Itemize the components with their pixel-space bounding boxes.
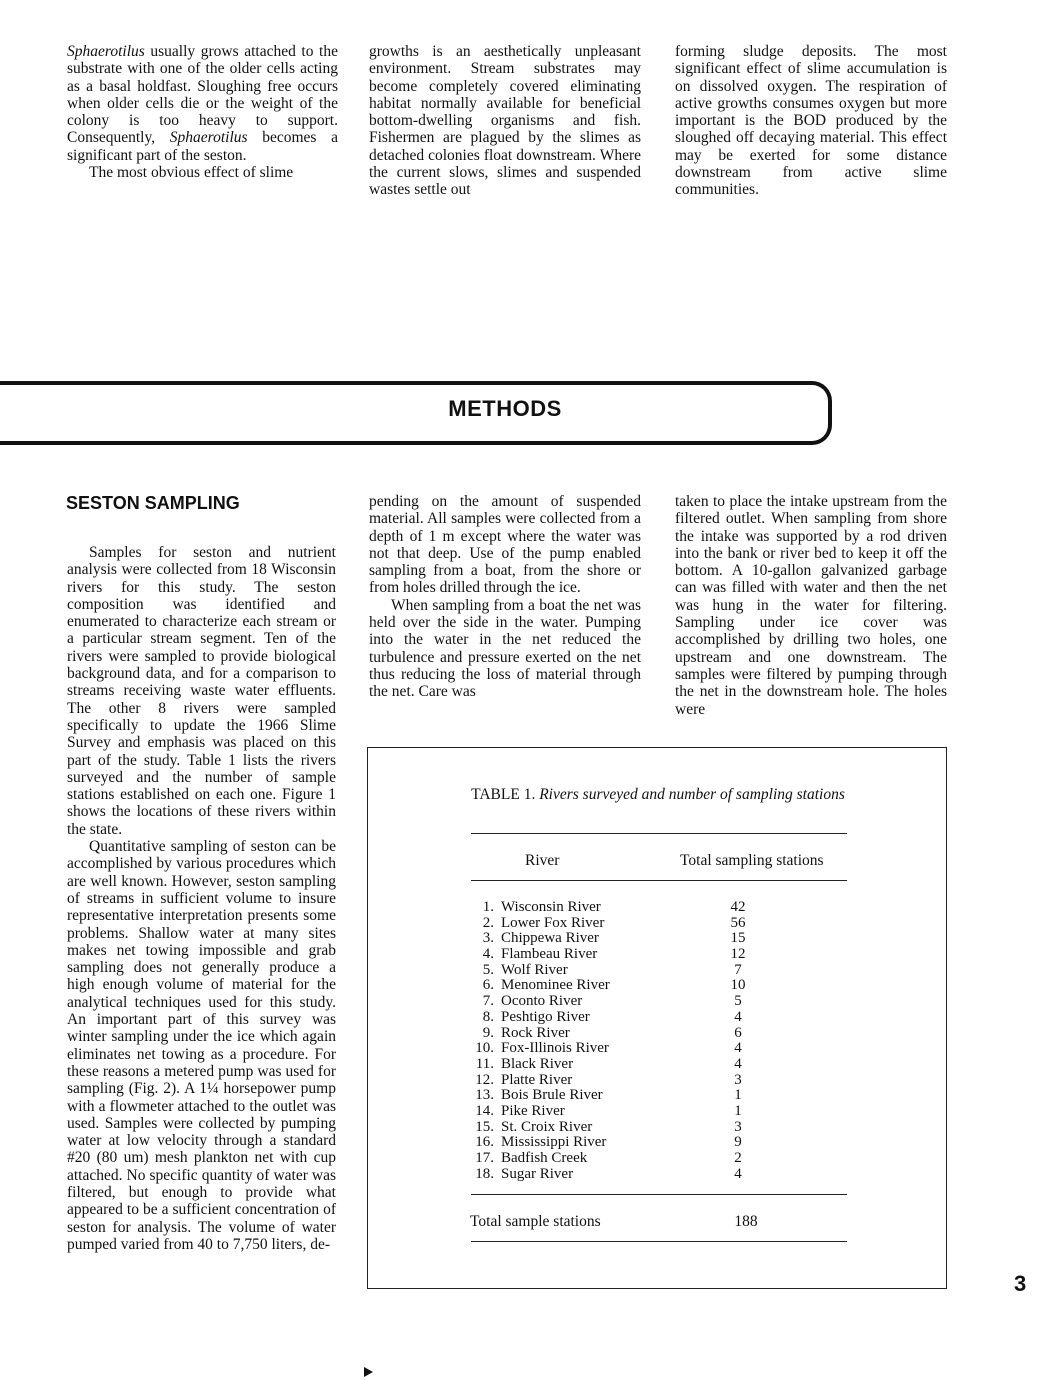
- top-col1-paragraph-1: [67, 43, 338, 164]
- table-row: [470, 916, 800, 932]
- table-rule-total: [471, 1194, 847, 1195]
- main-col2-paragraph-1: pending on the amount of suspended material. All samples were collected from a depth of 1 m except where the water was not that deep. Use of the pump enabled sampling from a boat, from the shore or from holes drilled through the ice.: [369, 493, 641, 597]
- row-number: 10.: [475, 1040, 494, 1057]
- page-number: 3: [1014, 1271, 1027, 1296]
- table-row: [470, 994, 800, 1010]
- station-count: 12: [730, 946, 746, 963]
- river-name: Chippewa River: [501, 930, 599, 947]
- table-rule-bottom: [471, 1241, 847, 1242]
- row-number: 15.: [475, 1118, 494, 1135]
- river-name: Rock River: [501, 1024, 570, 1041]
- station-count: 4: [734, 1055, 742, 1072]
- row-number: 18.: [475, 1165, 494, 1182]
- table-rule-header: [471, 880, 847, 881]
- main-column-3: [675, 493, 947, 718]
- station-count: 5: [734, 993, 742, 1010]
- row-number: 11.: [475, 1055, 494, 1072]
- column-header-stations: Total sampling stations: [680, 852, 824, 869]
- top-col2-paragraph: growths is an aesthetically unpleasant environment. Stream substrates may become completely covered eliminating habitat normally available for beneficial bottom-dwelling organisms and fish. Fishermen are plagued by the slimes as detached colonies float downstream. Where the current slows, slimes and suspended wastes settle out: [369, 43, 641, 199]
- river-name: Platte River: [501, 1071, 573, 1088]
- main-col3-paragraph: taken to place the intake upstream from the filtered outlet. When sampling from shore the intake was supported by a rod driven into the bank or river bed to keep it off the bottom. A 10-gallon galvanized garbage can was filled with water and then the net was hung in the water for filtering. Sampling under ice cover was accomplished by drilling two holes, one upstream and one downstream. The samples were filtered by pumping through the net in the downstream hole. The holes were: [675, 493, 947, 718]
- table-row: [470, 978, 800, 994]
- table-row: [470, 931, 800, 947]
- top-col3-paragraph: forming sludge deposits. The most significant effect of slime accumulation is on dissolved oxygen. The respiration of active growths consumes oxygen but more important is the BOD produced by the sloughed off decaying material. This effect may be exerted for some distance downstream from active slime communities.: [675, 43, 947, 199]
- genus-name: Sphaerotilus: [67, 43, 145, 60]
- river-name: Oconto River: [501, 993, 583, 1010]
- river-name: Mississippi River: [501, 1134, 607, 1151]
- river-name: Pike River: [501, 1102, 565, 1119]
- table-caption: [469, 786, 847, 803]
- column-header-river: River: [525, 852, 560, 869]
- river-name: Sugar River: [501, 1165, 574, 1182]
- river-name: Bois Brule River: [501, 1087, 603, 1104]
- station-count: 4: [734, 1008, 742, 1025]
- row-number: 4.: [482, 946, 494, 963]
- section-title: METHODS: [448, 396, 562, 421]
- row-number: 13.: [475, 1087, 494, 1104]
- row-number: 2.: [482, 914, 494, 931]
- river-name: Black River: [501, 1055, 574, 1072]
- main-column-1: [67, 544, 336, 1253]
- table-rule-top: [471, 833, 847, 834]
- total-label: Total sample stations: [470, 1213, 601, 1230]
- row-number: 1.: [482, 899, 494, 915]
- station-count: 42: [730, 899, 746, 915]
- table-body: [470, 900, 800, 1182]
- station-count: 4: [734, 1165, 742, 1182]
- row-number: 9.: [482, 1024, 494, 1041]
- river-name: Lower Fox River: [501, 914, 605, 931]
- row-number: 12.: [475, 1071, 494, 1088]
- table-row: [470, 1104, 800, 1120]
- station-count: 7: [734, 961, 742, 978]
- river-name: St. Croix River: [501, 1118, 593, 1135]
- station-count: 1: [734, 1102, 742, 1119]
- station-count: 6: [734, 1024, 742, 1041]
- station-count: 3: [734, 1071, 742, 1088]
- river-name: Menominee River: [501, 977, 610, 994]
- table-row: [470, 1167, 800, 1183]
- table-row: [470, 1073, 800, 1089]
- top-column-2: [369, 43, 641, 199]
- text-run: usually grows attached to the substrate with one of the older cells acting as a basal holdfast. Sloughing free occurs when older cells die or the weight of the colony is too heavy to support. Consequently,: [67, 43, 338, 147]
- main-col2-paragraph-2: When sampling from a boat the net was held over the side in the water. Pumping into the water in the net reduced the turbulence and pressure exerted on the net thus reducing the loss of material through the net. Care was: [369, 596, 641, 701]
- genus-name: Sphaerotilus: [169, 129, 248, 147]
- station-count: 4: [734, 1040, 742, 1057]
- table-row: [470, 900, 800, 916]
- table-row: [470, 1010, 800, 1026]
- main-col1-paragraph-1: Samples for seston and nutrient analysis were collected from 18 Wisconsin rivers for this study. The seston composition was identified and enumerated to characterize each stream or a particular stream segment. Ten of the rivers were sampled to provide biological background data, and for a comparison to streams receiving waste water effluents. The other 8 rivers were sampled specifically to update the 1966 Slime Survey and emphasis was placed on this part of the study. Table 1 lists the rivers surveyed and the number of sample stations established on each one. Figure 1 shows the locations of these rivers within the state.: [67, 544, 336, 838]
- table-row: [470, 947, 800, 963]
- river-name: Flambeau River: [501, 946, 598, 963]
- row-number: 16.: [475, 1134, 494, 1151]
- subsection-heading: SESTON SAMPLING: [66, 493, 240, 513]
- river-name: Fox-Illinois River: [501, 1040, 609, 1057]
- arrow-icon: [364, 1367, 373, 1377]
- top-column-1: [67, 43, 338, 181]
- row-number: 6.: [482, 977, 494, 994]
- station-count: 56: [730, 914, 746, 931]
- row-number: 7.: [482, 993, 494, 1010]
- river-name: Wolf River: [501, 961, 568, 978]
- table-row: [470, 1041, 800, 1057]
- station-count: 10: [730, 977, 746, 994]
- table-row: [470, 1088, 800, 1104]
- station-count: 15: [730, 930, 746, 947]
- table-title: Rivers surveyed and number of sampling stations: [539, 786, 845, 803]
- text-run: becomes a significant part of the seston.: [67, 129, 338, 164]
- row-number: 14.: [475, 1102, 494, 1119]
- main-col1-paragraph-2: Quantitative sampling of seston can be accomplished by various procedures which are well known. However, seston sampling of streams in sufficient volume to insure representative interpretation presents some problems. Shallow water at many sites makes net towing impossible and grab sampling does not generally produce a high enough volume of material for the analytical techniques used for this study. An important part of this survey was winter sampling under the ice which again eliminates net towing as a procedure. For these reasons a metered pump was used for sampling (Fig. 2). A 1¼ horsepower pump with a flowmeter attached to the outlet was used. Samples were collected by pumping water at low velocity through a standard #20 (80 um) mesh plankton net with cup attached. No specific quantity of water was filtered, but enough to provide what appeared to be a sufficient concentration of seston for analysis. The volume of water pumped varied from 40 to 7,750 liters, de-: [67, 838, 336, 1253]
- row-number: 5.: [482, 961, 494, 978]
- table-row: [470, 1135, 800, 1151]
- table-label: TABLE 1.: [471, 786, 536, 803]
- row-number: 17.: [475, 1150, 494, 1166]
- main-column-2: [369, 493, 641, 701]
- table-row: [470, 1151, 800, 1167]
- table-row: [470, 963, 800, 979]
- top-column-3: [675, 43, 947, 199]
- station-count: 1: [734, 1087, 742, 1104]
- river-name: Badfish Creek: [501, 1150, 588, 1166]
- station-count: 2: [734, 1150, 742, 1166]
- river-name: Peshtigo River: [501, 1008, 590, 1025]
- row-number: 8.: [482, 1008, 494, 1025]
- station-count: 9: [734, 1134, 742, 1151]
- table-row: [470, 1120, 800, 1136]
- row-number: 3.: [482, 930, 494, 947]
- river-name: Wisconsin River: [501, 899, 601, 915]
- top-col1-paragraph-2: The most obvious effect of slime: [89, 164, 294, 182]
- table-row: [470, 1026, 800, 1042]
- station-count: 3: [734, 1118, 742, 1135]
- table-row: [470, 1057, 800, 1073]
- total-value: 188: [734, 1213, 758, 1230]
